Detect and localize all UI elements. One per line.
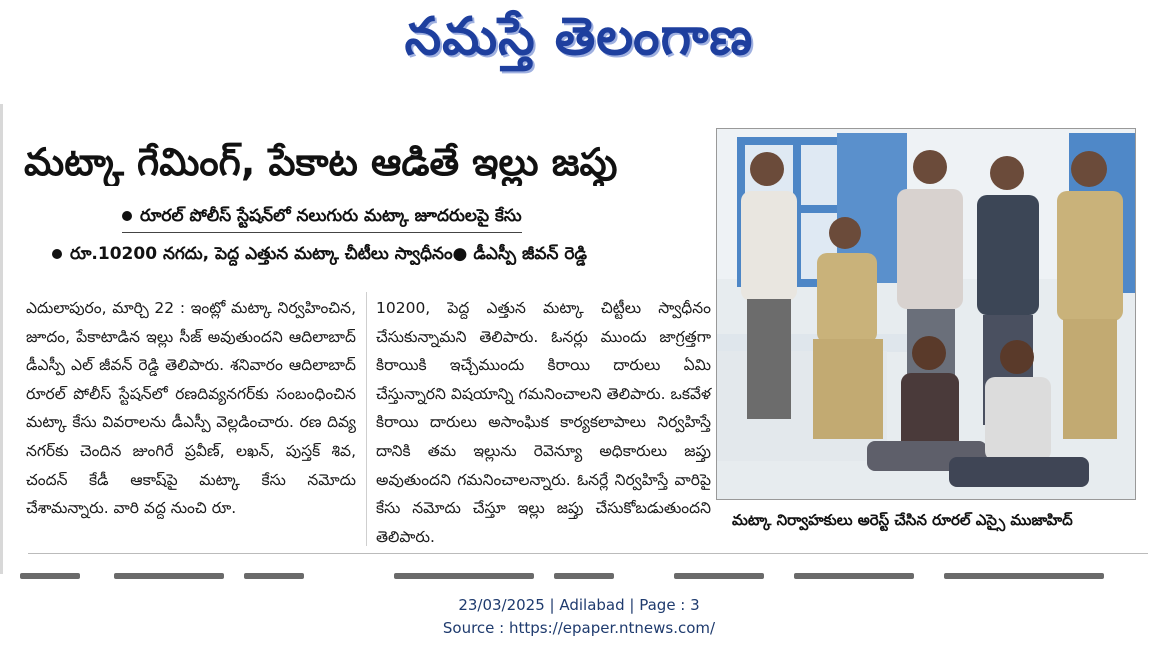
subhead-2-text: రూ.10200 నగదు, పెద్ద ఎత్తున మట్కా చీటీలు స్వాధీనం● డీఎస్పీ జీవన్ రెడ్డి [70,244,588,264]
news-clipping [14,116,1136,566]
column-divider [366,292,367,546]
page-edge-rule [0,104,3,574]
footer-source: Source : https://epaper.ntnews.com/ [442,619,716,637]
footer-date-edition: 23/03/2025 | Adilabad | Page : 3 [458,596,700,614]
article-subhead-1 [122,204,522,233]
photo-caption: మట్కా నిర్వాహకులు అరెస్ట్ చేసిన రూరల్ ఎస్సై ముజాహిద్ [732,511,1073,529]
article-column-1: ఎదులాపురం, మార్చి 22 : ఇంట్లో మట్కా నిర్వహించిన, జూదం, పేకాటాడిన ఇల్లు సీజ్ అవుతుందని ఆదిలాబాద్ డీఎస్పీ ఎల్ జీవన్ రెడ్డి తెలిపారు. శనివారం ఆదిలాబాద్ రూరల్ పోలీస్ స్టేషన్‌లో రణదివ్యనగర్‌కు సంబంధించిన మట్కా కేసు వివరాలను డీఎస్పీ వెల్లడించారు. రణ దివ్య నగర్‌కు చెందిన జుంగిరే ప్రవీణ్, లఖన్, పుస్తక్ శివ, చందన్ కేడీ ఆకాష్‌పై మట్కా కేసు నమోదు చేశామన్నారు. వారి వద్ద నుంచి రూ. [26,299,356,518]
masthead [0,0,1158,86]
newspaper-logo: నమస్తే తెలంగాణ [404,6,754,67]
page-footer [0,594,1158,640]
article-headline: మట్కా గేమింగ్, పేకాట ఆడితే ఇల్లు జప్తు [24,140,618,184]
bullet-icon [52,249,62,259]
news-photo [716,128,1136,500]
subhead-1-text: రూరల్ పోలీస్ స్టేషన్‌లో నలుగురు మట్కా జూదరులపై కేసు [140,206,522,226]
bullet-icon [122,211,132,221]
person-1 [741,152,797,419]
news-photo-illustration [717,129,1135,499]
person-5-police [1057,151,1123,439]
next-article-strip [14,567,1134,583]
article-column-2: 10200, పెద్ద ఎత్తున మట్కా చిట్టీలు స్వాధీనం చేసుకున్నామని తెలిపారు. ఓనర్లు ముందు జాగ్రత్తగా కిరాయికి ఇచ్చేముందు కిరాయి దారులు ఏమి చేస్తున్నారని విషయాన్ని గమనించాలని తెలిపారు. ఒకవేళ కిరాయి దారులు అసాంఘిక కార్యకలాపాలు నిర్వహిస్తే దానికి తమ ఇల్లును రెవెన్యూ అధికారులు జప్తు అవుతుందని గమనించాలన్నారు. ఓనర్లే నిర్వహిస్తే వారిపై కేసు నమోదు చేస్తూ ఇల్లు జప్తు చేసుకోబడుతుందని తెలిపారు. [376,299,711,546]
article-subhead-2 [52,242,587,266]
article-bottom-rule [28,553,1148,554]
